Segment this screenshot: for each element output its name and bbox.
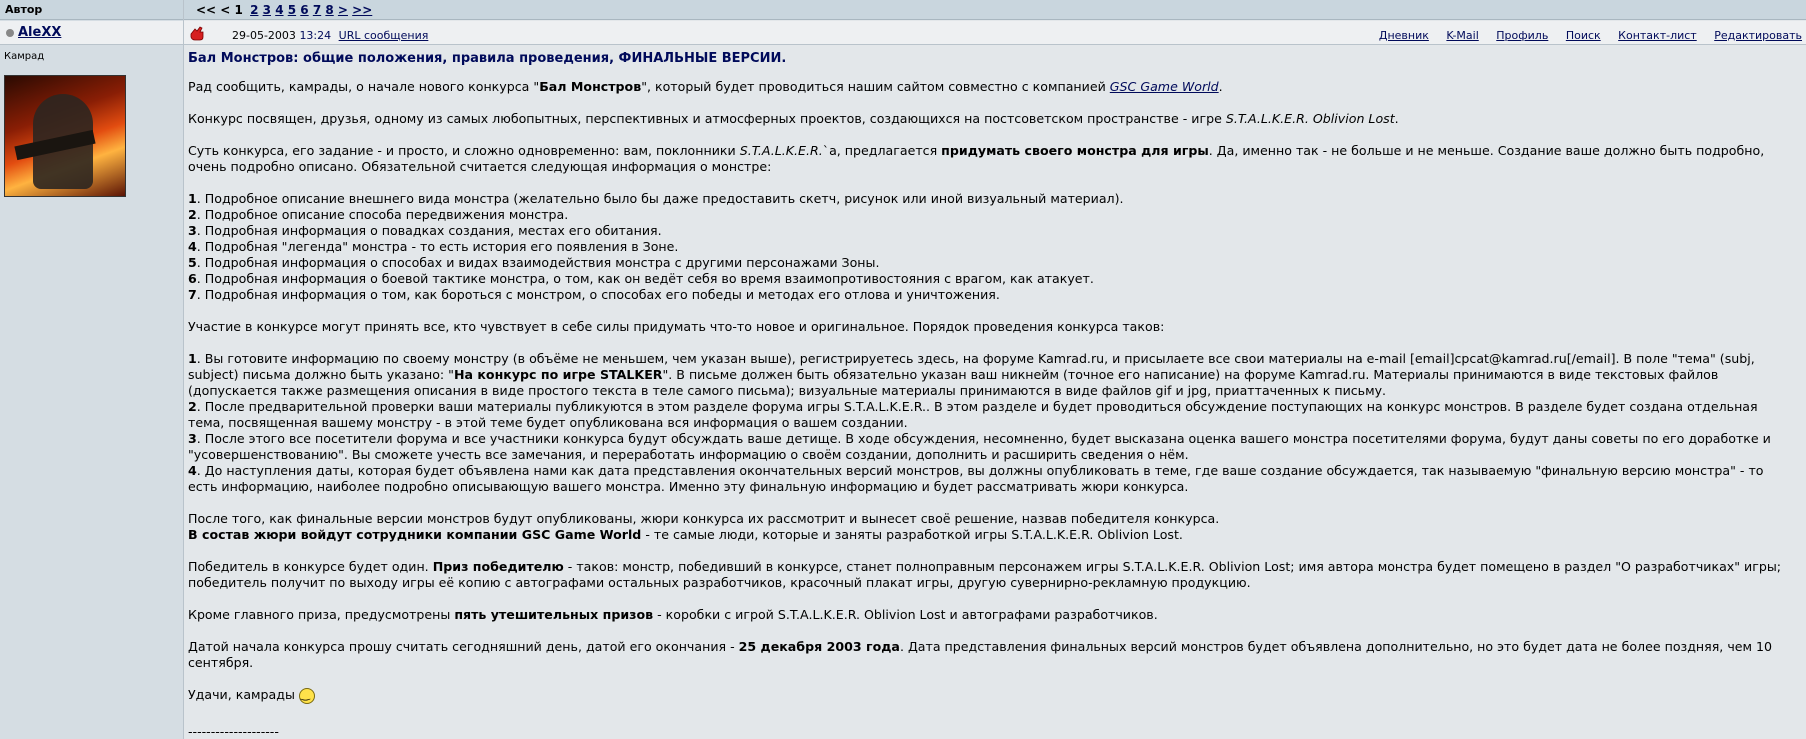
paragraph-dates	[188, 639, 1796, 671]
text-span: Кроме главного приза, предусмотрены	[188, 607, 455, 622]
paragraph-jury	[188, 511, 1796, 543]
list-item: . После предварительной проверки ваши материалы публикуются в этом разделе форума игры S.T.A.L.K.E.R.. В этом разделе и будет проводиться обсуждение поступающих на конкурс монстров. В разделе будет создана отдельная тема, посвященная вашему монстру - в этой теме будет опубликована вся информация о вашем создании.	[188, 399, 1758, 430]
post-time: 13:24	[299, 29, 332, 42]
post-actions	[1365, 29, 1802, 42]
list-item: . Подробная информация о способах и видах взаимодействия монстра с другими персонажами Зоны.	[196, 255, 880, 270]
list-number: 6	[188, 271, 197, 286]
pagination-bar	[184, 0, 1806, 20]
post-date: 29-05-2003	[232, 29, 296, 42]
bold-text: пять утешительных призов	[454, 607, 654, 622]
list-item: . Подробная информация о боевой тактике монстра, о том, как он ведёт себя во время взаимопротивостояния с врагом, как атакует.	[196, 271, 1094, 286]
list-item: . Подробная информация о том, как бороться с монстром, о способах его победы и методах его отлова и уничтожения.	[196, 287, 1000, 302]
bold-text: В состав жюри войдут сотрудники компании GSC Game World	[188, 527, 642, 542]
paragraph-prize	[188, 559, 1796, 591]
next-page-link[interactable]: >	[337, 3, 348, 17]
list-item: . Подробное описание внешнего вида монстра (желательно было бы даже предоставить скетч, рисунок или иной визуальный материал).	[196, 191, 1124, 206]
text-span: Суть конкурса, его задание - и просто, и сложно одновременно: вам, поклонники	[188, 143, 740, 158]
paragraph-consolation	[188, 607, 1796, 623]
post-title: Бал Монстров: общие положения, правила проведения, ФИНАЛЬНЫЕ ВЕРСИИ.	[188, 51, 787, 66]
post-datetime	[232, 29, 428, 42]
gsc-link[interactable]	[1110, 79, 1219, 94]
first-page-link[interactable]: <<	[196, 3, 217, 17]
text-span: - таков: монстр, победивший в конкурсе, станет полноправным персонажем игры S.T.A.L.K.E.R. Oblivion Lost; имя автора монстра будет помещено в раздел "О разработчиках" игры; победитель получит по выходу игры её копию с автографами остальных разработчиков, красочный плакат игры, другую сувернирно-рекламную продукцию.	[188, 559, 1782, 590]
paragraph-closing	[188, 687, 1796, 704]
text-span: . Дата представления финальных версий монстров будет объявлена дополнительно, но это будет дата не более поздняя, чем 10 сентября.	[188, 639, 1773, 670]
list-number: 1	[188, 191, 197, 206]
last-page-link[interactable]: >>	[352, 3, 373, 17]
page-link-7[interactable]: 7	[312, 3, 322, 17]
post-icon	[189, 25, 205, 41]
text-span: . Да, именно так - не больше и не меньше. Создание ваше должно быть подробно, очень подробно описано. Обязательной считается следующая информация о монстре:	[188, 143, 1765, 174]
list-number: 4	[188, 463, 197, 478]
page-link-8[interactable]: 8	[325, 3, 334, 17]
diary-link[interactable]: Дневник	[1378, 29, 1429, 42]
kmail-link[interactable]: K-Mail	[1446, 29, 1479, 42]
author-info-bar	[0, 21, 183, 45]
page-link-2[interactable]: 2	[250, 3, 259, 17]
gsc-link-text: GSC Game World	[1109, 79, 1219, 94]
smiley-icon	[299, 688, 315, 704]
list-number: 4	[188, 239, 197, 254]
text-span: ", который будет проводиться нашим сайтом совместно с компанией	[641, 79, 1110, 94]
text-span: .	[1394, 111, 1399, 126]
list-item: . Подробная "легенда" монстра - то есть история его появления в Зоне.	[196, 239, 679, 254]
text-span: Конкурс посвящен, друзья, одному из самых любопытных, перспективных и атмосферных проектов, создающихся на постсоветском пространстве - игре	[188, 111, 1226, 126]
post-url-link[interactable]: URL сообщения	[338, 29, 429, 42]
prev-page-link[interactable]: <	[220, 3, 231, 17]
profile-link[interactable]: Профиль	[1496, 29, 1549, 42]
list-number: 2	[188, 207, 197, 222]
page-link-3[interactable]: 3	[262, 3, 271, 17]
list-number: 5	[188, 255, 197, 270]
paragraph-topic	[188, 111, 1796, 127]
list-number: 1	[188, 351, 197, 366]
text-span: Победитель в конкурсе будет один.	[188, 559, 433, 574]
text-span: Удачи, камрады	[188, 687, 295, 702]
online-status-icon	[6, 29, 14, 37]
text-span: - те самые люди, которые и заняты разработкой игры S.T.A.L.K.E.R. Oblivion Lost.	[641, 527, 1183, 542]
signature-separator: --------------------	[188, 724, 279, 739]
text-span: `а, предлагается	[822, 143, 942, 158]
requirements-list	[188, 191, 1796, 303]
text-span: Рад сообщить, камрады, о начале нового конкурса "	[188, 79, 540, 94]
current-page: 1	[234, 3, 243, 17]
bold-text: придумать своего монстра для игры	[941, 143, 1209, 158]
list-item: . Подробное описание способа передвижения монстра.	[196, 207, 569, 222]
post-body	[188, 51, 1796, 720]
text-span: После того, как финальные версии монстров будут опубликованы, жюри конкурса их рассмотрит и вынесет своё решение, назвав победителя конкурса.	[188, 511, 1220, 526]
author-name-link[interactable]	[6, 25, 61, 40]
list-number: 3	[188, 431, 197, 446]
author-avatar	[4, 75, 126, 197]
search-link[interactable]: Поиск	[1565, 29, 1601, 42]
list-item: . До наступления даты, которая будет объявлена нами как дата представления окончательных версий монстров, вы должны опубликовать в теме, где ваше создание обсуждается, так называемую "финальную версию монстра" - то есть информацию, наиболее подробно описывающую вашего монстра. Именно эту финальную информацию и будет рассматривать жюри конкурса.	[188, 463, 1764, 494]
procedure-list	[188, 351, 1796, 495]
list-number: 2	[188, 399, 197, 414]
list-number: 3	[188, 223, 197, 238]
paragraph-participation: Участие в конкурсе могут принять все, кто чувствует в себе силы придумать что-то новое и оригинальное. Порядок проведения конкурса таков:	[188, 319, 1165, 334]
list-item: ". В письме должен быть обязательно указан ваш никнейм (точное его написание) на форуме Kamrad.ru. Материалы принимаются в виде текстовых файлов (допускается также размещения описания в виде простого текста в теле самого письма); визуальные материалы принимаются в виде файлов gif и jpg, приаттаченных к письму.	[188, 367, 1719, 398]
page-link-6[interactable]: 6	[300, 3, 309, 17]
author-name-text: AleXX	[18, 25, 62, 40]
paragraph-task	[188, 143, 1796, 175]
list-item: . После этого все посетители форума и все участники конкурса будут обсуждать ваше детище. В ходе обсуждения, несомненно, будет высказана оценка вашего монстра посетителями форума, будут даны советы по его доработке и "усовершенствованию". Вы сможете учесть все замечания, и переработать информацию о своём создании, дополнить и расширить сведения о нём.	[188, 431, 1771, 462]
list-number: 7	[188, 287, 197, 302]
author-rank: Камрад	[4, 51, 45, 62]
list-item: . Вы готовите информацию по своему монстру (в объёме не меньшем, чем указан выше), регистрируетесь здесь, на форуме Kamrad.ru, и присылаете все свои материалы на e-mail [email]cpcat@kamrad.ru[/email]. В поле "тема" (subj, subject) письма должно быть указано: "	[188, 351, 1755, 382]
bold-text: Приз победителю	[432, 559, 564, 574]
text-span: .	[1218, 79, 1223, 94]
paragraph-intro	[188, 79, 1796, 95]
text-span: Датой начала конкурса прошу считать сегодняшний день, датой его окончания -	[188, 639, 739, 654]
italic-text: S.T.A.L.K.E.R. Oblivion Lost	[1225, 111, 1395, 126]
page-link-5[interactable]: 5	[287, 3, 297, 17]
bold-text: 25 декабря 2003 года	[738, 639, 900, 654]
text-span: - коробки с игрой S.T.A.L.K.E.R. Oblivion Lost и автографами разработчиков.	[653, 607, 1158, 622]
page-link-4[interactable]: 4	[275, 3, 284, 17]
edit-link[interactable]: Редактировать	[1714, 29, 1802, 42]
list-item: . Подробная информация о повадках создания, местах его обитания.	[196, 223, 662, 238]
bold-text: Бал Монстров	[539, 79, 642, 94]
bold-text: На конкурс по игре STALKER	[453, 367, 663, 382]
contact-list-link[interactable]: Контакт-лист	[1618, 29, 1697, 42]
italic-text: S.T.A.L.K.E.R.	[739, 143, 823, 158]
author-column-header: Автор	[0, 0, 183, 20]
